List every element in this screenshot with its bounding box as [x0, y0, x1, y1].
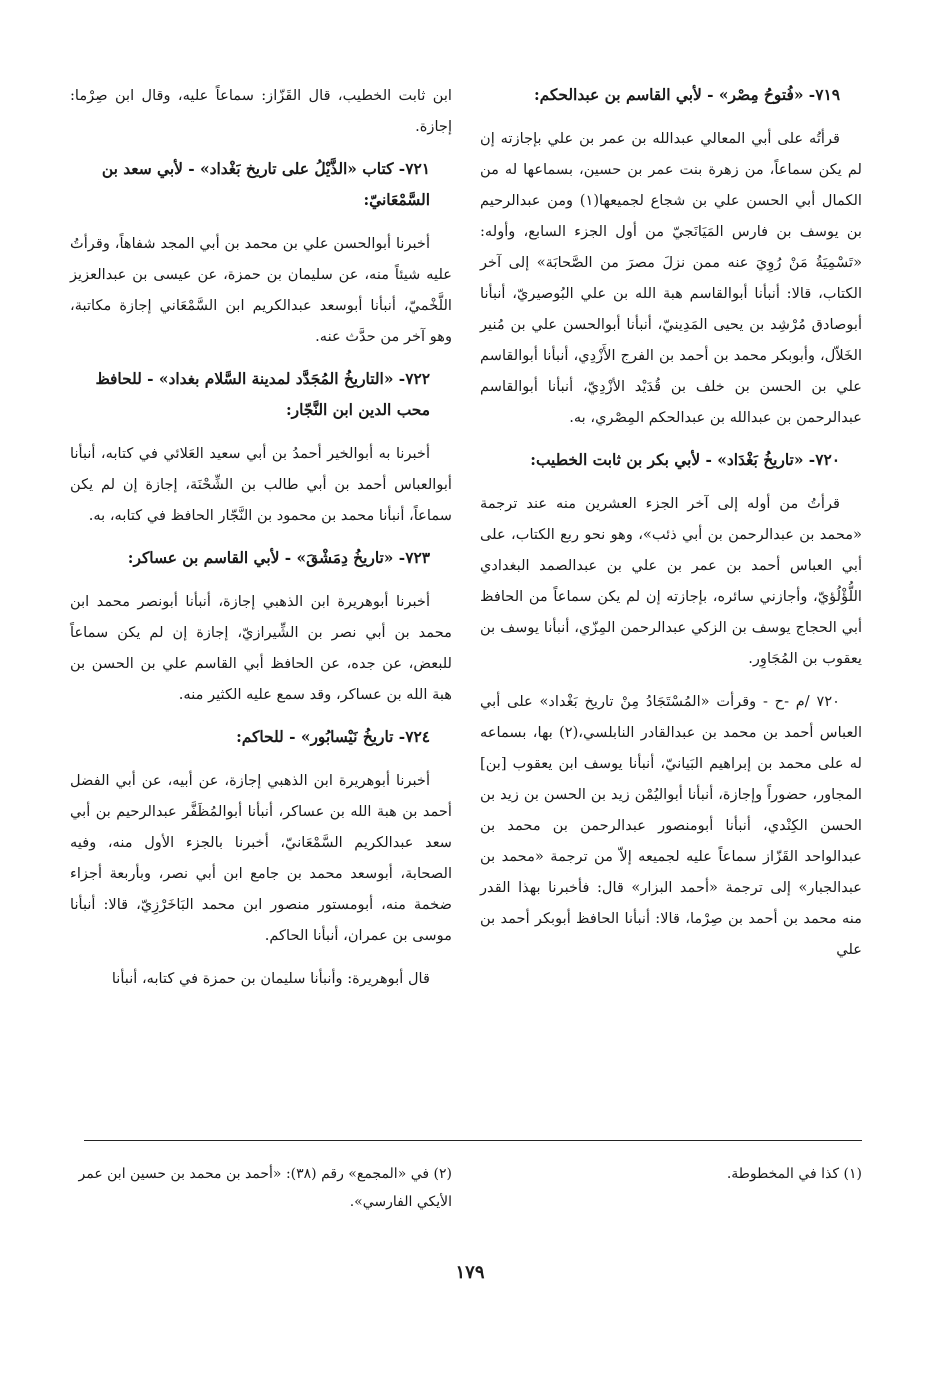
left-column: [70, 80, 452, 1006]
entry-text-722: أخبرنا به أبوالخير أحمدُ بن أبي سعيد العَلائي في كتابه، أنبأنا أبوالعباس أحمد بن أبي طالب بن الشِّحْنَة، إجازة إن لم يكن سماعاً، أنبأنا محمد بن محمود بن النَّجّار الحافظ في كتابه، به.: [70, 445, 452, 524]
entry-heading-722: ٧٢٢- «التاريخُ المُجَدَّد لمدينة السَّلام بغداد» - للحافظ محب الدين ابن النَّجّار:: [95, 370, 430, 419]
entry-text-719: قرأتُه على أبي المعالي عبدالله بن عمر بن علي بإجازته إن لم يكن سماعاً، من زهرة بنت عمر بن حسين، بسماعها له من الكمال أبي الحسن علي بن شجاع لجميعها(١) ومن عبدالرحيم بن يوسف بن فارس المَيَانَجيّ من أول الجزء السابع، وأوله: «تَسْمِيَةُ مَنْ رُوِيَ عنه ممن نزلَ مصرَ من الصَّحابَة» إلى آخر الكتاب، قالا: أنبأنا أبوالقاسم هبة الله بن علي البُوصيريّ، أنبأنا أبوصادق مُرْشِد بن يحيى المَدِينيّ، أنبأنا أبوالحسن علي بن مُنير الخَلاّل، وأبوبكر محمد بن أحمد بن الفرج الأَزْدِي، أنبأنا أبوالقاسم علي بن الحسن بن خلف بن قُدَيْد الأزْدِيّ، أنبأنا أبوالقاسم عبدالرحمن بن عبدالله بن عبدالحكم المِصْري، به.: [480, 130, 862, 426]
entry-heading-719: ٧١٩- «فُتوحُ مِصْر» - لأبي القاسم بن عبدالحكم:: [534, 86, 840, 104]
entry-text-721: أخبرنا أبوالحسن علي بن محمد بن أبي المجد شفاهاً، وقرأتُ عليه شيئاً منه، عن سليمان بن حمزة، عن عيسى بن عبدالعزيز اللَّخْميّ، أنبأنا أبوسعد عبدالكريم ابن السَّمْعَاني إجازة مكاتبة، وهو آخر من حدَّث عنه.: [70, 235, 452, 345]
entry-text-724b: قال أبوهريرة: وأنبأنا سليمان بن حمزة في كتابه، أنبأنا: [111, 970, 430, 987]
footnote-1: (١) كذا في المخطوطة.: [726, 1166, 862, 1182]
footnote-divider: [84, 1140, 862, 1141]
entry-heading-724: ٧٢٤- تاريخُ نَيْسابُور» - للحاكم:: [236, 728, 430, 746]
page-number: ١٧٩: [455, 1262, 485, 1283]
entry-text-720m: ٧٢٠ /م -ح - وقرأت «المُسْتَجَادُ مِنْ تاريخ بَغْداد» على أبي العباس أحمد بن محمد بن عبدالقادر النابلسي،(٢) بها، بسماعه له على محمد بن إبراهيم البَيانيّ، أنبأنا يوسف ابن يعقوب [بن] المجاور، حضوراً وإجازة، أنبأنا أبواليُمْن زيد بن الحسن بن زيد بن الحسن الكِنْدي، أنبأنا أبومنصور عبدالرحمن بن محمد بن عبدالواحد القَزّاز سماعاً عليه لجميعه إلاّ من ترجمة «محمد بن عبدالجبار» إلى ترجمة «أحمد البزار» قال: فأخبرنا بهذا القدر منه محمد بن أحمد بن صِرْما، قالا: أنبأنا الحافظ أبوبكر أحمد بن علي: [480, 693, 862, 958]
entry-text-720: قرأتُ من أوله إلى آخر الجزء العشرين منه عند ترجمة «محمد بن عبدالرحمن بن أبي ذئب»، وهو نحو ربع الكتاب، على أبي العباس أحمد بن عمر بن علي بن عبدالصمد البغدادي اللُّؤْلُؤيّ، وأجازني سائره، بإجازته إن لم يكن سماعاً من الحافظ أبي الحجاج يوسف بن الزكي عبدالرحمن المِزّي، أنبأنا يوسف بن يعقوب بن المُجَاوِر.: [480, 495, 862, 667]
entry-text-723: أخبرنا أبوهريرة ابن الذهبي إجازة، أنبأنا أبونصر محمد ابن محمد بن أبي نصر بن الشِّيرازيّ، إجازة إن لم يكن سماعاً للبعض، عن جده، عن الحافظ أبي القاسم علي بن الحسن بن هبة الله بن عساكر، وقد سمع عليه الكثير منه.: [70, 593, 452, 703]
entry-heading-723: ٧٢٣- «تاريخُ دِمَشْقَ» - لأبي القاسم بن عساكر:: [127, 549, 430, 567]
continued-text: ابن ثابت الخطيب، قال القَزّاز: سماعاً عليه، وقال ابن صِرْما: إجازة.: [70, 87, 452, 135]
entry-text-724: أخبرنا أبوهريرة ابن الذهبي إجازة، عن أبيه، عن أبي الفضل أحمد بن هبة الله بن عساكر، أنبأنا أبوالمُظَفَّر عبدالرحيم بن أبي سعد عبدالكريم السَّمْعَانيّ، أخبرنا بالجزء الأول منه، وفيه الصحابة، أبوسعد محمد بن جامع ابن أبي نصر، وبأربعة أجزاء ضخمة منه، أبومستور منصور ابن محمد البَاخَرْزِيّ، قالا: أنبأنا موسى بن عمران، أنبأنا الحاكم.: [70, 772, 452, 944]
right-column: [480, 80, 862, 977]
entry-heading-721: ٧٢١- كتاب «الذَّيْلُ على تاريخ بَغْداد» - لأبي سعد بن السَّمْعَانيّ:: [101, 160, 430, 209]
footnote-2: (٢) في «المجمع» رقم (٣٨): «أحمد بن محمد بن حسين ابن عمر الأيكي الفارسي».: [78, 1166, 452, 1210]
entry-heading-720: ٧٢٠- «تاريخُ بَغْدَاد» - لأبي بكر بن ثابت الخطيب:: [530, 451, 840, 469]
